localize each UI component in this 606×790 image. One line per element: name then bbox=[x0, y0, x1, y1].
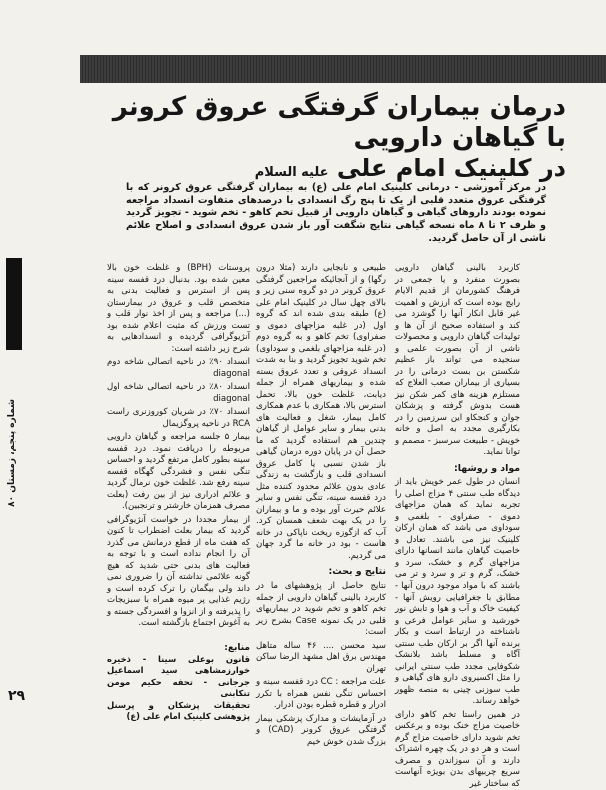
results-paragraph: نتایج حاصل از پژوهشهای ما در کاربرد بالینی گیاهان دارویی از جمله تخم کاهو و تخم شوید در بیماریهای قلبی در یک نمونه Case بشرح زیر است: bbox=[256, 581, 386, 638]
column-middle bbox=[256, 263, 386, 747]
methods-paragraph: انسان در طول عمر خویش باید از دیدگاه طب سنتی ۴ مزاج اصلی را تجربه نماید که همان مزاجهای دموی - صفراوی - بلغمی و سوداوی می باشد که همان ارکان کلینیک نیز می باشند. تعادل و خاصیت گیاهان مانند انسانها دارای مزاجهای گرم و خشک، سرد و خشک، گرم و تر و سرد و تر می باشند که با مواد موجود درون آنها - مطابق با جغرافیایی رویش آنها - کیفیت خاک و آب و هوا و تابش نور خورشید و سایر عوامل فرعی و ناشناخته در ارتباط است و بکار برنده آنها اگر بر ارکان طب سنتی آگاه و مسلط باشد بلانشک شکوفایی مجدد طب سنتی ایرانی را مثل اکسیروی دارو های گیاهی و طب سوزنی چینی به منصه ظهور خواهد رساند. bbox=[395, 477, 520, 707]
page-number: ۲۹ bbox=[8, 688, 26, 704]
references bbox=[107, 642, 250, 722]
intro-paragraph: کاربرد بالینی گیاهان دارویی بصورت منفرد و یا جمعی در فرهنگ کشورمان از قدیم الایام رایج بوده است که ارزش و اهمیت غیر قابل انکار آنها را گوشزد می کند و استفاده صحیح از آن ها و تولیدات گیاهان دارویی و محصولات ناشی از آن بصورت علمی و سنجیده می تواند باز عظیم شکستن بن بست درمانی را در بسیاری از بیماران صعب العلاج که مستلزم هزینه های کمر شکن نیز هست بدوش گرفته و پزشکان جوان و کنجکاو این سرزمین را در بکارگیری مجدد به اصل و خانه خویش - طبیعت سرسبز - مصمم و توانا نماید. bbox=[395, 263, 520, 458]
headline-honorific: علیه السلام bbox=[254, 165, 329, 181]
angiography-paragraph: پروستات (BPH) و غلظت خون بالا معین شده بود. بدنبال درد قفسه سینه پس از استرس و فعالیت بدنی به متخصص قلب و عروق در بیمارستان (...) مراجعه و پس از اخذ نوار قلب و تست ورزش که مثبت اعلام شده بود آنژیوگرافی گردیده و انسدادهایی به شرح زیر داشته است: bbox=[107, 263, 251, 354]
sidebar-black-tab bbox=[6, 258, 22, 350]
case-patient: سید محسن .... ۴۶ ساله متاهل مهندس برق اهل مشهد الرضا ساکن تهران bbox=[256, 640, 386, 674]
article-lead: در مرکز آموزشی - درمانی کلینیک امام علی (ع) به بیماران گرفتگی عروق کرونر که با گرفتگی عروق متعدد قلبی از یک تا پنج رگ انسدادی با درصدهای متفاوت انسداد مراجعه نموده بودند داروهای گیاهی و گیاهان دارویی از قبیل تخم کاهو - تخم شوید - تجویز گردید و ظرف ۲ تا ۸ ماه نسخه گیاهی نتایج شگفت آور باز شدن عروق انسدادی و اصلاح علائم ناشی از آن حاصل گردید. bbox=[126, 182, 547, 244]
headline-line-3-main: در کلینیک امام علی bbox=[336, 154, 566, 183]
column-left bbox=[107, 263, 251, 721]
finding-1: انسداد ۹۰٪ در ناحیه اتصالی شاخه دوم diagonal bbox=[107, 357, 250, 379]
reference-2: تحقیقات پزشکان و پرسنل پژوهشی کلینیک امام علی (ع) bbox=[107, 699, 250, 721]
article-headline bbox=[86, 92, 566, 183]
results-heading: نتایج و بحث: bbox=[328, 566, 386, 578]
methods-paragraph-2: در همین راستا تخم کاهو دارای خاصیت مزاج خنک بوده و برعکس تخم شوید دارای خاصیت مزاج گرم است و هر دو در یک چهره اشتراک دارند و آن سوزاندن و مصرف سریع چربیهای بدن بویژه آنهاست که ساختار غیر bbox=[395, 709, 520, 789]
headline-line-1: درمان بیماران گرفتگی عروق کرونر bbox=[112, 92, 566, 122]
decorative-header-stripe bbox=[80, 55, 606, 83]
column-right bbox=[395, 263, 520, 789]
finding-2: انسداد ۸۰٪ در ناحیه اتصالی شاخه اول diagonal bbox=[107, 382, 250, 404]
case-complaint: علت مراجعه : CC درد قفسه سینه و احساس تنگی نفس همراه با تکرر ادرار و قطره قطره بودن ادرار. bbox=[256, 677, 386, 711]
headline-line-3 bbox=[86, 154, 566, 183]
finding-3: انسداد ۷۰٪ در شریان کوروزنری راست RCA در ناحیه پروگزیمال bbox=[107, 407, 250, 429]
case-history: در آزمایشات و مدارک پزشکی بیمار گرفتگی عروق کرونر (CAD) و بزرگ شدن خوش خیم bbox=[256, 713, 386, 747]
references-title: منابع: bbox=[224, 642, 250, 653]
reference-1: قانون بوعلی سینا - ذخیره خوارزمشاهی سید اسماعیل جرجانی - تحفه حکیم مومن تنکابنی bbox=[107, 654, 250, 699]
page-sidebar bbox=[6, 258, 26, 704]
methods-heading: مواد و روشها: bbox=[454, 462, 520, 474]
issue-label: شماره پنجم، زمستان ۸۰ bbox=[7, 399, 17, 507]
headline-line-2: با گیاهان دارویی bbox=[353, 123, 566, 154]
followup-paragraph: از بیمار مجددا در خواست آنژیوگرافی گردید که بیمار بعلت اضطراب تا کنون که هفت ماه از قطع درمانش می گذرد آن را انجام نداده است و با توجه به فعالیت های بدنی حتی شدید که هیچ گونه علائمی نداشته آن را ضروری نمی داند ولی بیگمان را ترک کرده است و رژیم غذایی پر میوه همراه با سبزیجات را پذیرفته و از انزوا و افسردگی جسته و به آغوش اجتماع بازگشته است. bbox=[107, 514, 250, 629]
treatment-paragraph: طبیعی و نابجایی دارند (مثلا درون رگها) و از آنجائیکه مراجعین گرفتگی عروق کرونر در دو گروه سنی زیر و بالای چهل سال در کلینیک امام علی (ع) طبقه بندی شده اند که گروه اول (در غلبه مزاجهای دموی و صفراوی) تخم کاهو و به گروه دوم (در غلبه مزاجهای بلغمی و سوداوی) تخم شوید تجویز گردید و بنا به شدت انسداد عروقی و تعدد عروق بسته شده و بیماریهای همراه از جمله دیابت، غلظت خون بالا، تحمل استرس بالا، همکاری با عدم همکاری کامل بیمار، شغل و فعالیت های بدنی بیمار و سایر عوامل از گیاهان چندین هم استفاده گردید که ما حصل آن در پایان دوره درمان گیاهی باز شدن نسبی یا کامل عروق انسدادی قلب و بازگشت به زندگی عادی بدون علائم محدود کننده مثل درد قفسه سینه، تنگی نفس و سایر علائم حیرت آور بوده و ما و بیماران را در یک بهت شعف همسان کرد. آب که ازگوزه ریخت ناپاکی در خانه هاست - بود در خانه ما گرد جهان می گردیم. bbox=[256, 263, 386, 561]
outcome-paragraph: بیمار ۵ جلسه مراجعه و گیاهان دارویی مربوطه را دریافت نمود. درد قفسه سینه بطور کامل مرتفع گردید و احساس تنگی نفس و فشردگی گهگاه قفسه سینه رفع شد. غلظت خون نرمال گردید و علائم ادراری نیز از بین رفت (بعلت مصرف همزمان خارشتر و ترنجبین). bbox=[107, 432, 250, 512]
